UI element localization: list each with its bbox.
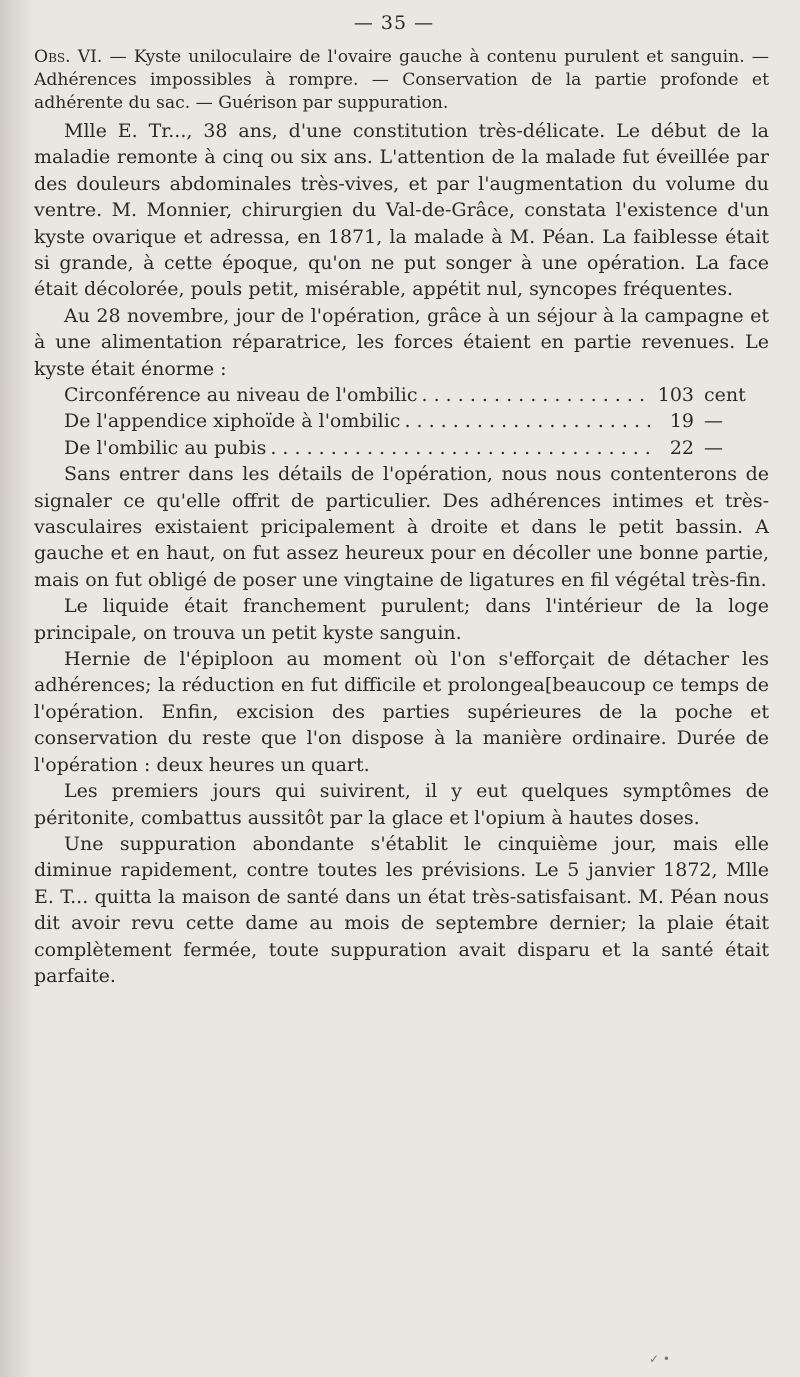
case-body	[34, 118, 769, 989]
paragraph-peritonitis: Les premiers jours qui suivirent, il y eut quelques symptômes de péritonite, combattus aussitôt par la glace et l'opium à hautes doses.	[34, 780, 769, 829]
observation-heading	[34, 46, 769, 115]
measurement-value: 19	[669, 410, 694, 433]
paragraph-operation-day: Au 28 novembre, jour de l'opération, grâce à un séjour à la campagne et à une alimentation réparatrice, les forces étaient en partie revenues. Le kyste était énorme :	[34, 304, 769, 380]
paragraph-adhesions: Sans entrer dans les détails de l'opération, nous nous contenterons de signaler ce qu'elle offrit de particulier. Des adhérences intimes et très-vasculaires existaient pricipalement à droite et dans le petit bassin. A gauche et en haut, on fut assez heureux pour en décoller une bonne partie, mais on fut obligé de poser une vingtaine de ligatures en fil végétal très-fin.	[34, 463, 769, 591]
measurement-value: 103	[657, 384, 694, 407]
measurement-row	[34, 408, 764, 434]
measurement-label: Circonférence au niveau de l'ombilic	[64, 384, 418, 407]
paragraph-history: Mlle E. Tr..., 38 ans, d'une constitution très-délicate. Le début de la maladie remonte à cinq ou six ans. L'attention de la malade fut éveillée par des douleurs abdominales très-vives, et par l'augmentation du volume du ventre. M. Monnier, chirurgien du Val-de-Grâce, constata l'existence d'un kyste ovarique et adressa, en 1871, la malade à M. Péan. La faiblesse était si grande, à cette époque, qu'on ne put songer à une opération. La face était décolorée, pouls petit, misérable, appétit nul, syncopes fréquentes.	[34, 120, 769, 301]
document-page	[34, 0, 800, 1377]
measurement-unit: —	[704, 410, 723, 433]
measurement-unit: —	[704, 436, 723, 459]
measurement-label: De l'appendice xiphoïde à l'ombilic	[64, 410, 401, 433]
observation-summary: — Kyste uniloculaire de l'ovaire gauche à contenu purulent et sanguin. — Adhérences impossibles à rompre. — Conservation de la partie profonde et adhérente du sac. — Guérison par suppuration.	[34, 47, 769, 113]
stray-mark: ✓ •	[649, 1352, 670, 1366]
leader-dots	[404, 408, 650, 434]
paragraph-liquid: Le liquide était franchement purulent; dans l'intérieur de la loge principale, on trouva un petit kyste sanguin.	[34, 595, 769, 644]
paragraph-outcome: Une suppuration abondante s'établit le cinquième jour, mais elle diminue rapidement, contre toutes les prévisions. Le 5 janvier 1872, Mlle E. T... quitta la maison de santé dans un état très-satisfaisant. M. Péan nous dit avoir revu cette dame au mois de septembre dernier; la plaie était complètement fermée, toute suppuration avait disparu et la santé était parfaite.	[34, 832, 769, 987]
observation-label: Obs. VI.	[34, 47, 103, 67]
measurement-label: De l'ombilic au pubis	[64, 436, 267, 459]
measurement-value: 22	[669, 436, 694, 459]
page-number: — 35 —	[353, 12, 435, 34]
paragraph-hernia: Hernie de l'épiploon au moment où l'on s'efforçait de détacher les adhérences; la réduction en fut difficile et prolongea[beaucoup ce temps de l'opération. Enfin, excision des parties supérieures de la poche et conservation du reste que l'on dispose à la manière ordinaire. Durée de l'opération : deux heures un quart.	[34, 648, 769, 776]
measurement-row	[34, 382, 764, 408]
measurement-unit: cent	[704, 384, 746, 407]
measurement-list	[34, 382, 769, 461]
page-edge	[0, 0, 34, 1377]
leader-dots	[422, 382, 650, 408]
measurement-row	[34, 435, 764, 461]
leader-dots	[270, 435, 650, 461]
